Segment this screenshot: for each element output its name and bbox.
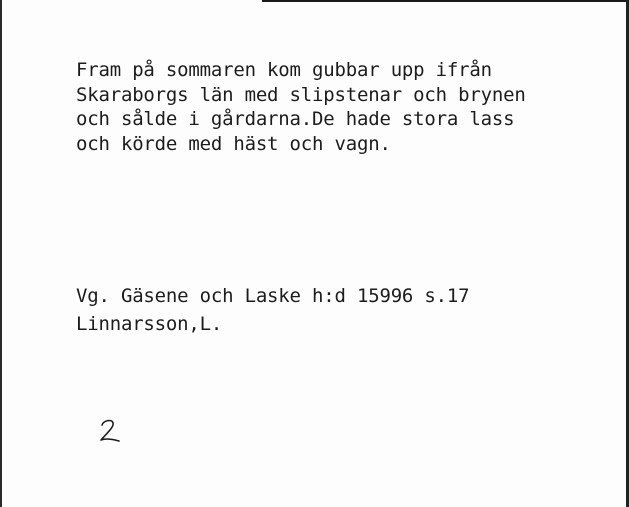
card-top-edge (262, 0, 629, 2)
reference-place-line: Vg. Gäsene och Laske h:d 15996 s.17 (76, 285, 470, 307)
card-text-line-3: och sålde i gårdarna.De hade stora lass (76, 108, 515, 130)
reference-author-line: Linnarsson,L. (76, 313, 223, 335)
card-text-line-1: Fram på sommaren kom gubbar upp ifrån (76, 59, 492, 81)
handwritten-page-number (98, 418, 124, 444)
card-left-edge (0, 0, 2, 507)
card-text-line-2: Skaraborgs län med slipstenar och brynen (76, 84, 526, 106)
card-text-line-4: och körde med häst och vagn. (76, 133, 391, 155)
